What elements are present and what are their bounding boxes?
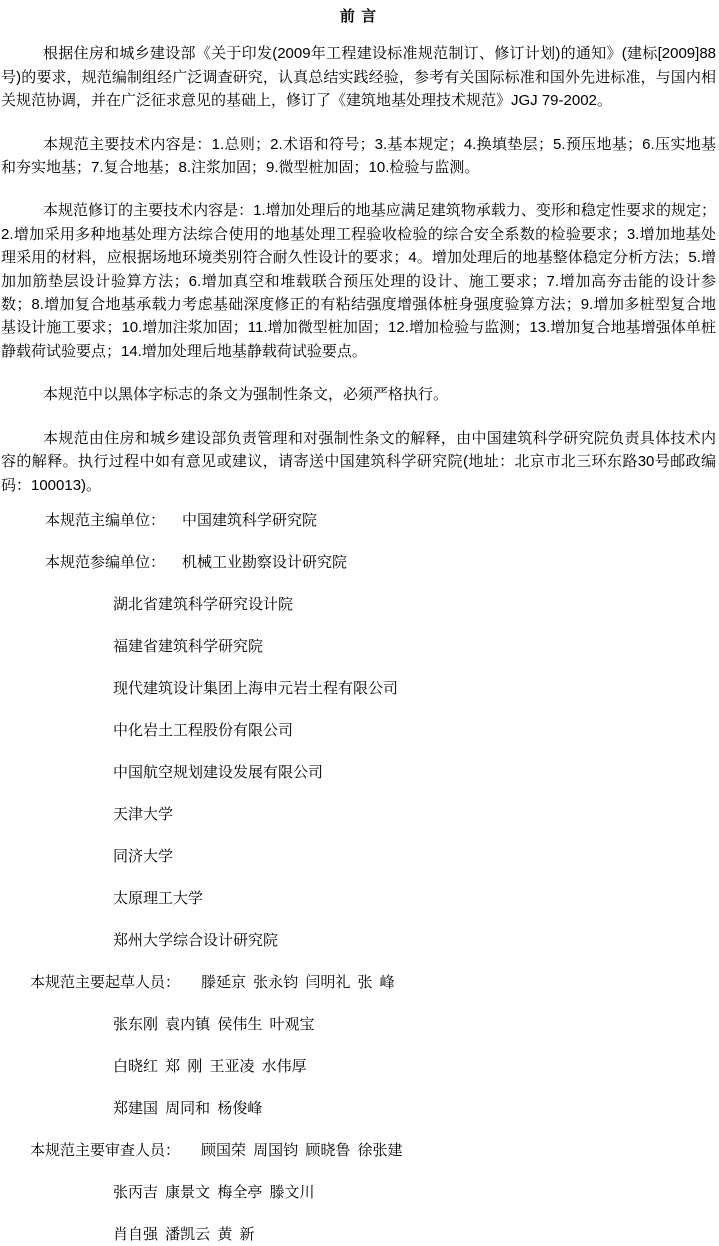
co-editor-org: 中化岩土工程股份有限公司 bbox=[113, 721, 294, 739]
chief-editor-value: 中国建筑科学研究院 bbox=[182, 511, 318, 529]
drafter-names: 张东刚 袁内镇 侯伟生 叶观宝 bbox=[113, 1015, 315, 1033]
co-editor-org: 太原理工大学 bbox=[113, 889, 204, 907]
drafters-label: 本规范主要起草人员： bbox=[30, 973, 181, 991]
reviewers-label: 本规范主要审查人员： bbox=[30, 1141, 181, 1159]
co-editor-org: 郑州大学综合设计研究院 bbox=[113, 931, 279, 949]
drafter-names: 滕延京 张永钧 闫明礼 张 峰 bbox=[201, 973, 395, 991]
co-editor-org: 同济大学 bbox=[113, 847, 174, 865]
reviewer-names: 张丙吉 康景文 梅全亭 滕文川 bbox=[113, 1183, 315, 1201]
page-title: 前 言 bbox=[339, 8, 378, 25]
paragraph-mandatory-clauses: 本规范中以黑体字标志的条文为强制性条文，必须严格执行。 bbox=[43, 386, 449, 404]
document-page bbox=[0, 5, 719, 1246]
co-editor-org: 天津大学 bbox=[113, 805, 174, 823]
drafter-names: 郑建国 周同和 杨俊峰 bbox=[113, 1099, 263, 1117]
reviewer-names: 肖自强 潘凯云 黄 新 bbox=[113, 1225, 255, 1243]
co-editor-org: 中国航空规划建设发展有限公司 bbox=[113, 763, 324, 781]
co-editors-label: 本规范参编单位： bbox=[45, 553, 166, 571]
co-editor-org: 现代建筑设计集团上海申元岩土程有限公司 bbox=[113, 679, 399, 697]
paragraph-interpretation: 本规范由住房和城乡建设部负责管理和对强制性条文的解释，由中国建筑科学研究院负责具体技术内容的解释。执行过程中如有意见或建议，请寄送中国建筑科学研究院(地址：北京市北三环东路30号邮政编码：100013)。 bbox=[1, 429, 716, 494]
chief-editor-label: 本规范主编单位： bbox=[45, 511, 166, 529]
credits-section bbox=[1, 509, 716, 1246]
reviewer-names: 顾国荣 周国钧 顾晓鲁 徐张建 bbox=[201, 1141, 403, 1159]
co-editors-row bbox=[1, 551, 716, 574]
paragraph-main-contents: 本规范主要技术内容是：1.总则；2.术语和符号；3.基本规定；4.换填垫层；5.预压地基；6.压实地基和夯实地基；7.复合地基；8.注浆加固；9.微型桩加固；10.检验与监测。 bbox=[1, 135, 716, 177]
chief-editor-row bbox=[1, 509, 716, 532]
co-editor-org: 机械工业勘察设计研究院 bbox=[182, 553, 348, 571]
co-editor-org: 湖北省建筑科学研究设计院 bbox=[113, 595, 294, 613]
drafters-row bbox=[1, 971, 716, 994]
paragraph-revision-contents: 本规范修订的主要技术内容是：1.增加处理后的地基应满足建筑物承载力、变形和稳定性要求的规定；2.增加采用多种地基处理方法综合使用的地基处理工程验收检验的综合安全系数的检验要求；3.增加地基处理采用的材料，应根据场地环境类别符合耐久性设计的要求；4。增加处理后的地基整体稳定分析方法；5.增加加筋垫层设计验算方法；6.增加真空和堆载联合预压处理的设计、施工要求；7.增加高夯击能的设计参数；8.增加复合地基承载力考虑基础深度修正的有粘结强度增强体桩身强度验算方法；9.增加多桩型复合地基设计施工要求；10.增加注浆加固；11.增加微型桩加固；12.增加检验与监测；13.增加复合地基增强体单桩静载荷试验要点；14.增加处理后地基静载荷试验要点。 bbox=[1, 202, 716, 360]
paragraph-basis: 根据住房和城乡建设部《关于印发(2009年工程建设标准规范制订、修订计划)的通知》(建标[2009]88号)的要求，规范编制组经广泛调查研究，认真总结实践经验，参考有关国际标准和国外先进标准，与国内相关规范协调，并在广泛征求意见的基础上，修订了《建筑地基处理技术规范》JGJ 79-2002。 bbox=[1, 45, 716, 110]
drafter-names: 白晓红 郑 刚 王亚凌 水伟厚 bbox=[113, 1057, 307, 1075]
reviewers-row bbox=[1, 1139, 716, 1162]
co-editor-org: 福建省建筑科学研究院 bbox=[113, 637, 264, 655]
